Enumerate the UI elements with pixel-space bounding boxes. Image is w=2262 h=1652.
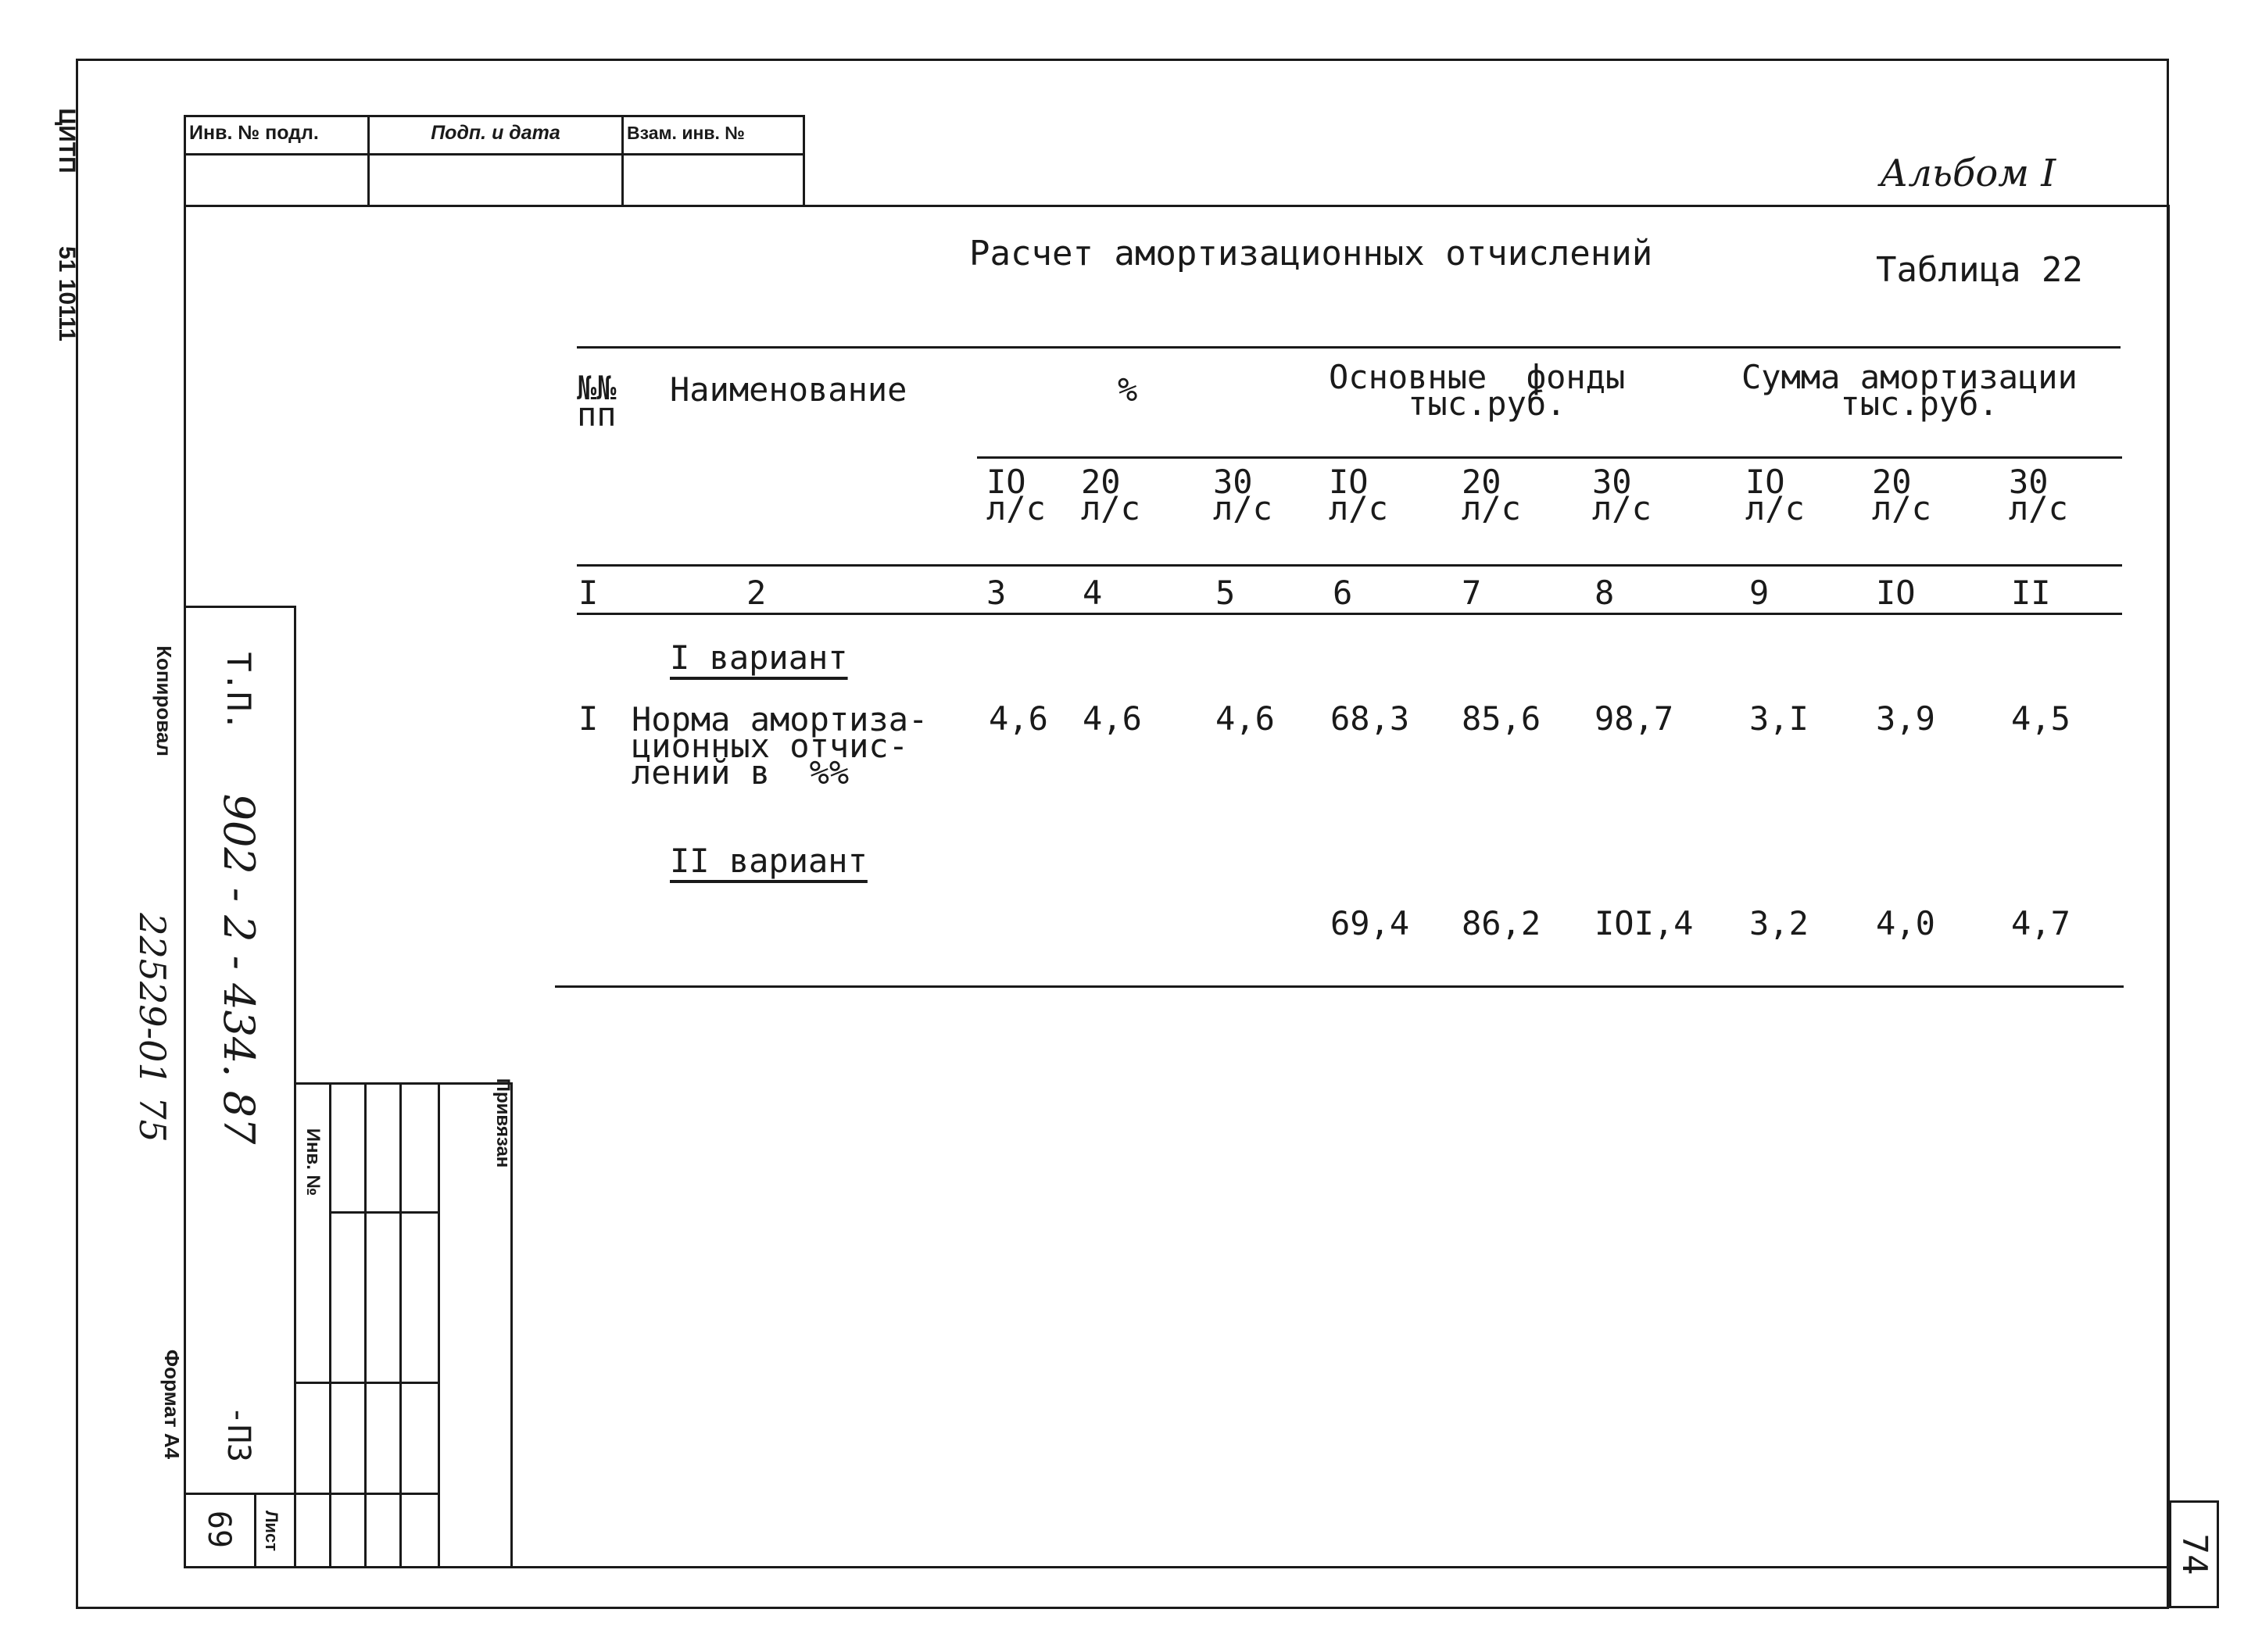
subhead-funds-10: IO л/с	[1329, 463, 1388, 527]
colnum-10: IO	[1876, 574, 1916, 612]
subhead-funds-30: 30 л/с	[1592, 463, 1652, 527]
colnum-9: 9	[1749, 574, 1770, 612]
subhead-pct-30: 30 л/с	[1213, 463, 1272, 527]
table-head-bottom-rule	[577, 564, 2122, 567]
subhead-funds-20: 20 л/с	[1462, 463, 1521, 527]
sheet-label: Лист	[262, 1511, 281, 1551]
subhead-amort-10: IO л/с	[1745, 463, 1805, 527]
row1-funds-10: 68,3	[1330, 699, 1410, 738]
row1-pct-10: 4,6	[989, 699, 1048, 738]
colnum-11: II	[2011, 574, 2051, 612]
colnum-6: 6	[1333, 574, 1353, 612]
stamp-vzam-inv: Взам. инв. №	[627, 123, 745, 143]
table-label: Таблица 22	[1876, 250, 2083, 290]
stamp-inv-podl: Инв. № подл.	[189, 122, 319, 144]
colnum-4: 4	[1083, 574, 1103, 612]
subhead-amort-20: 20 л/с	[1872, 463, 1931, 527]
colnum-1: I	[578, 574, 599, 612]
page-title: Расчет амортизационных отчислений	[969, 234, 1653, 274]
tp-prefix: Т.П.	[220, 652, 258, 731]
row1-pct-30: 4,6	[1215, 699, 1275, 738]
colnum-2: 2	[746, 574, 767, 612]
order-number: 22529-01 75	[131, 913, 174, 1142]
side-code: ЦИТП	[54, 108, 80, 173]
col-head-funds: Основные фонды тыс.руб.	[1329, 358, 1626, 423]
row2-amort-10: 3,2	[1749, 904, 1809, 942]
variant-1-heading: I вариант	[670, 638, 848, 677]
row1-amort-10: 3,I	[1749, 699, 1809, 738]
colnum-5: 5	[1215, 574, 1236, 612]
row2-funds-20: 86,2	[1462, 904, 1541, 942]
colnum-7: 7	[1462, 574, 1482, 612]
row1-num: I	[578, 699, 599, 738]
page-number: 74	[2174, 1533, 2214, 1575]
colnum-3: 3	[986, 574, 1007, 612]
table-bottom-rule	[555, 985, 2124, 988]
col-head-pct: %	[1118, 370, 1138, 409]
row2-amort-30: 4,7	[2011, 904, 2071, 942]
table-top-rule	[577, 346, 2121, 349]
colnum-8: 8	[1594, 574, 1615, 612]
row2-funds-30: IOI,4	[1594, 904, 1694, 942]
row2-funds-10: 69,4	[1330, 904, 1410, 942]
inv-no-label: Инв. №	[302, 1128, 324, 1196]
row1-funds-20: 85,6	[1462, 699, 1541, 738]
row1-pct-20: 4,6	[1083, 699, 1142, 738]
subhead-amort-30: 30 л/с	[2009, 463, 2068, 527]
row2-amort-20: 4,0	[1876, 904, 1935, 942]
tp-number: 902 - 2 - 434. 87	[214, 793, 263, 1145]
col-head-amort: Сумма амортизации тыс.руб.	[1741, 358, 2078, 423]
table-colnum-rule	[577, 613, 2122, 615]
stamp-left-grid	[294, 1082, 513, 1568]
subhead-pct-10: IO л/с	[986, 463, 1046, 527]
col-head-num: №№ пп	[577, 369, 617, 434]
row1-funds-30: 98,7	[1594, 699, 1674, 738]
sheet-number: 69	[201, 1510, 237, 1549]
stamp-podp-data: Подп. и дата	[431, 122, 560, 144]
variant-2-heading: II вариант	[670, 842, 868, 880]
table-subhead-rule	[977, 456, 2122, 459]
format-label: Формат А4	[160, 1349, 184, 1460]
row1-amort-30: 4,5	[2011, 699, 2071, 738]
sheet-code: -ПЗ	[220, 1405, 256, 1463]
tied-label: Привязан	[492, 1078, 514, 1168]
col-head-name: Наименование	[670, 370, 907, 409]
subhead-pct-20: 20 л/с	[1081, 463, 1140, 527]
row1-amort-20: 3,9	[1876, 699, 1935, 738]
row1-name: Норма амортиза- ционных отчис- лений в %%	[632, 700, 929, 792]
side-code-number: 51 10111	[54, 246, 80, 341]
album-label: Альбом I	[1880, 152, 2056, 195]
copied-label: Копировал	[152, 645, 176, 756]
